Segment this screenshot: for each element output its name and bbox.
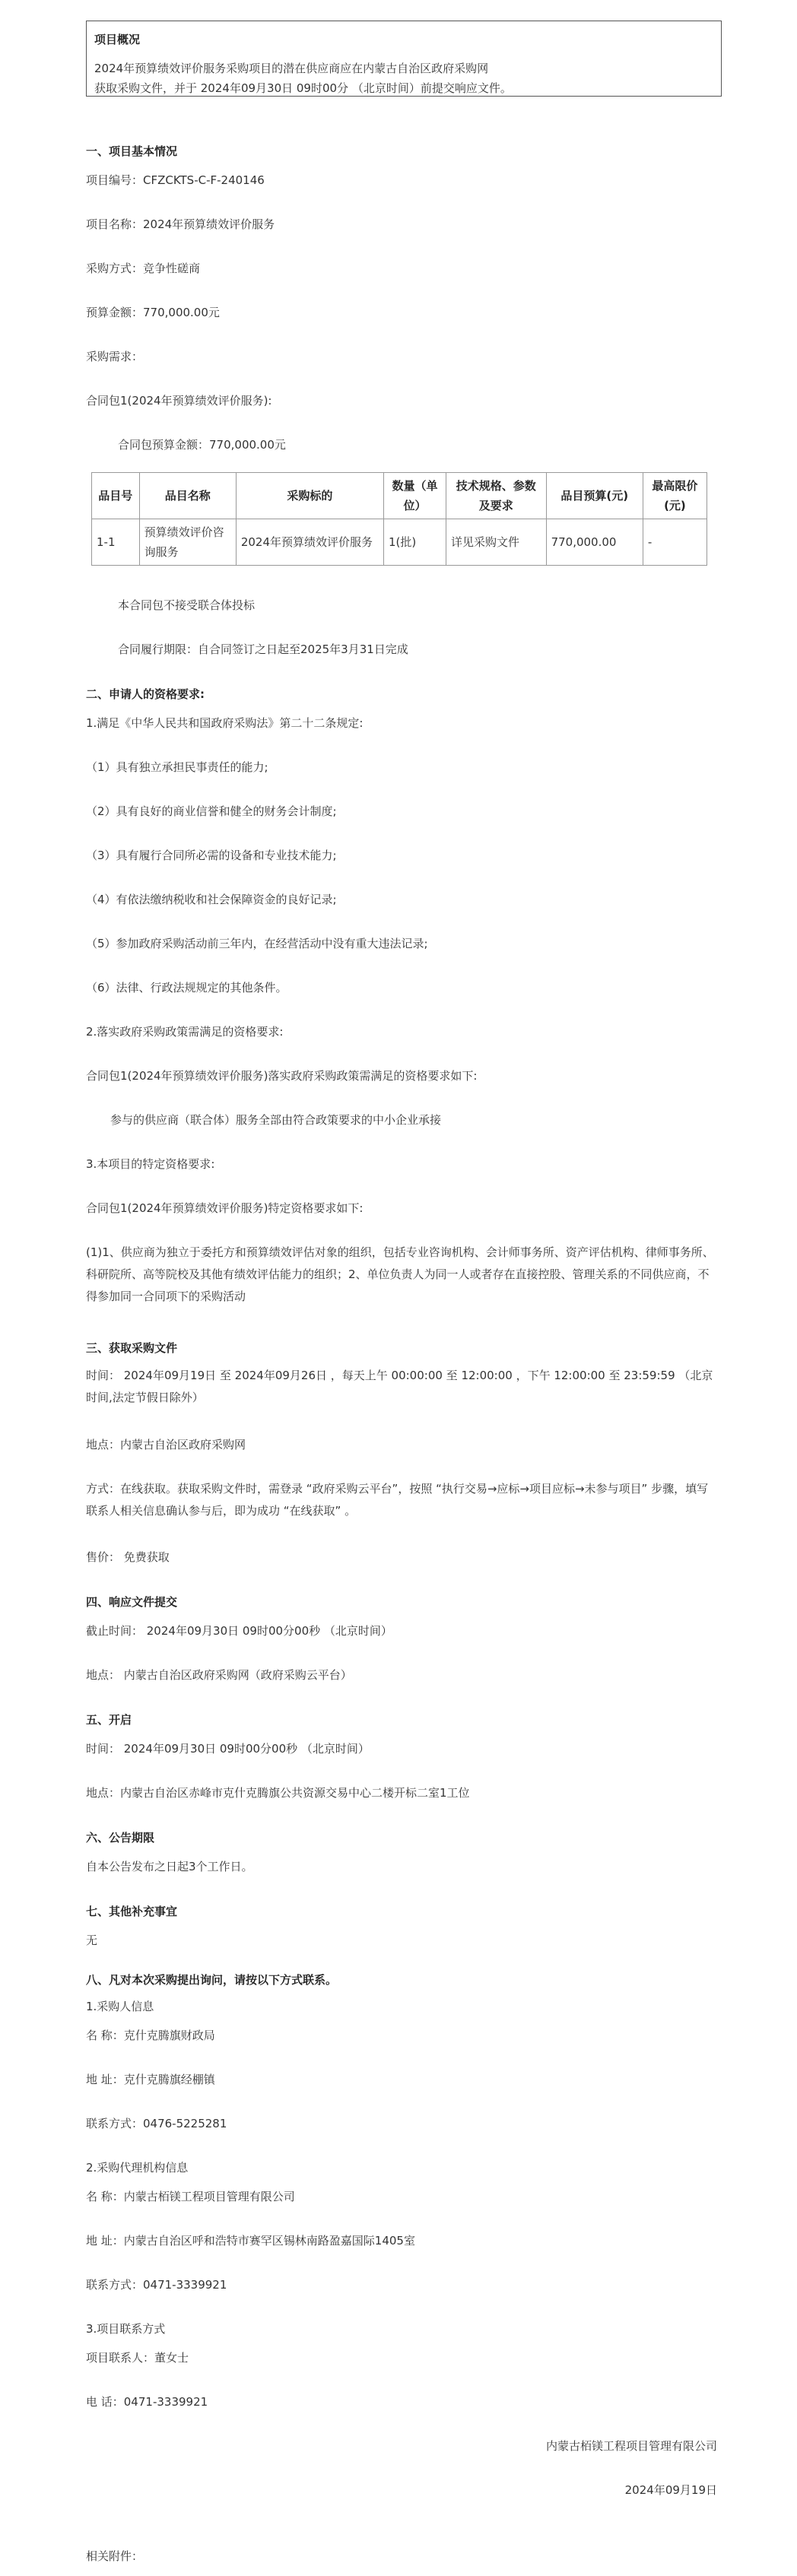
agent-address: 地 址：内蒙古自治区呼和浩特市赛罕区锡林南路盈嘉国际1405室	[86, 2234, 415, 2248]
qualification-c1: （1）具有独立承担民事责任的能力;	[86, 760, 268, 774]
opening-place: 地点：内蒙古自治区赤峰市克什克腾旗公共资源交易中心二楼开标二室1工位	[86, 1786, 470, 1800]
header-item-name: 品目名称	[139, 473, 236, 519]
section-6-heading: 六、公告期限	[86, 1831, 155, 1845]
procurement-needs: 采购需求：	[86, 350, 144, 363]
sme-requirement: 参与的供应商（联合体）服务全部由符合政策要求的中小企业承接	[110, 1113, 442, 1127]
header-quantity: 数量（单位）	[384, 473, 446, 519]
table-header-row	[92, 473, 707, 519]
notice-period: 自本公告发布之日起3个工作日。	[86, 1860, 253, 1873]
attachments-label: 相关附件：	[86, 2549, 144, 2563]
footer-date: 2024年09月19日	[624, 2483, 717, 2497]
cell-item-no: 1-1	[92, 519, 140, 566]
supplementary-text: 无	[86, 1934, 98, 1947]
qualification-c4: （4）有依法缴纳税收和社会保障资金的良好记录;	[86, 893, 337, 906]
agent-info-title: 2.采购代理机构信息	[86, 2161, 189, 2175]
agent-phone: 联系方式：0471-3339921	[86, 2278, 227, 2292]
cell-max-price: -	[643, 519, 707, 566]
table-row	[92, 519, 707, 566]
budget-amount: 预算金额：770,000.00元	[86, 306, 220, 319]
buyer-phone: 联系方式：0476-5225281	[86, 2117, 227, 2130]
overview-line-2: 获取采购文件，并于 2024年09月30日 09时00分 （北京时间）前提交响应文件。	[94, 81, 512, 95]
contract-package: 合同包1(2024年预算绩效评价服务):	[86, 394, 272, 408]
qualification-c6: （6）法律、行政法规规定的其他条件。	[86, 981, 287, 995]
cell-item-name: 预算绩效评价咨询服务	[139, 519, 236, 566]
project-contact-person: 项目联系人：董女士	[86, 2351, 189, 2365]
section-2-heading: 二、申请人的资格要求:	[86, 687, 205, 701]
overview-line-1: 2024年预算绩效评价服务采购项目的潜在供应商应在内蒙古自治区政府采购网	[94, 62, 489, 75]
footer-organization: 内蒙古栢镁工程项目管理有限公司	[545, 2439, 717, 2453]
submission-deadline: 截止时间： 2024年09月30日 09时00分00秒 （北京时间）	[86, 1624, 392, 1638]
cell-subject: 2024年预算绩效评价服务	[236, 519, 383, 566]
document-price: 售价： 免费获取	[86, 1550, 170, 1564]
qualification-c3: （3）具有履行合同所必需的设备和专业技术能力;	[86, 849, 337, 862]
buyer-name: 名 称：克什克腾旗财政局	[86, 2029, 215, 2042]
obtain-place: 地点：内蒙古自治区政府采购网	[86, 1438, 246, 1451]
header-max-price: 最高限价(元)	[643, 473, 707, 519]
specific-requirements: 3.本项目的特定资格要求:	[86, 1157, 215, 1171]
buyer-address: 地 址：克什克腾旗经棚镇	[86, 2073, 215, 2086]
section-4-heading: 四、响应文件提交	[86, 1595, 178, 1609]
specific-requirements-package: 合同包1(2024年预算绩效评价服务)特定资格要求如下:	[86, 1201, 364, 1215]
policy-requirements: 2.落实政府采购政策需满足的资格要求:	[86, 1025, 284, 1039]
cell-quantity: 1(批)	[384, 519, 446, 566]
policy-requirements-package: 合同包1(2024年预算绩效评价服务)落实政府采购政策需满足的资格要求如下:	[86, 1069, 478, 1083]
header-specs: 技术规格、参数及要求	[446, 473, 546, 519]
overview-title: 项目概况	[94, 33, 141, 46]
header-item-budget: 品目预算(元)	[546, 473, 643, 519]
project-overview-box	[86, 21, 722, 97]
contract-period: 合同履行期限：自合同签订之日起至2025年3月31日完成	[118, 642, 408, 656]
obtain-method: 方式：在线获取。获取采购文件时，需登录 “政府采购云平台”，按照 “执行交易→应标→项目应标→未参与项目” 步骤，填写联系人相关信息确认参与后，即为成功 “在线获取” 。	[86, 1482, 709, 1518]
section-5-heading: 五、开启	[86, 1713, 132, 1727]
submission-place: 地点： 内蒙古自治区政府采购网（政府采购云平台）	[86, 1668, 352, 1682]
qualification-c2: （2）具有良好的商业信誉和健全的财务会计制度;	[86, 804, 337, 818]
agent-name: 名 称：内蒙古栢镁工程项目管理有限公司	[86, 2190, 295, 2203]
no-consortium-note: 本合同包不接受联合体投标	[118, 598, 256, 612]
section-1-heading: 一、项目基本情况	[86, 144, 178, 158]
package-budget: 合同包预算金额：770,000.00元	[118, 438, 286, 452]
section-7-heading: 七、其他补充事宜	[86, 1905, 178, 1918]
section-8-heading: 八、凡对本次采购提出询问，请按以下方式联系。	[86, 1973, 338, 1987]
obtain-time: 时间： 2024年09月19日 至 2024年09月26日 ，每天上午 00:00:00 至 12:00:00 ，下午 12:00:00 至 23:59:59 （北京时间,法定节假日除外）	[86, 1369, 713, 1404]
specific-requirements-detail: (1)1、供应商为独立于委托方和预算绩效评估对象的组织，包括专业咨询机构、会计师事务所、资产评估机构、律师事务所、科研院所、高等院校及其他有绩效评估能力的组织；2、单位负责人为同一人或者存在直接控股、管理关系的不同供应商，不得参加同一合同项下的采购活动	[86, 1245, 714, 1303]
procurement-method: 采购方式：竞争性磋商	[86, 262, 201, 275]
buyer-info-title: 1.采购人信息	[86, 2000, 154, 2013]
cell-item-budget: 770,000.00	[546, 519, 643, 566]
project-contact-phone: 电 话：0471-3339921	[86, 2395, 208, 2409]
header-item-no: 品目号	[92, 473, 140, 519]
project-name: 项目名称：2024年预算绩效评价服务	[86, 217, 275, 231]
project-number: 项目编号：CFZCKTS-C-F-240146	[86, 173, 265, 187]
header-subject: 采购标的	[236, 473, 383, 519]
qualification-c5: （5）参加政府采购活动前三年内，在经营活动中没有重大违法记录;	[86, 937, 428, 950]
section-3-heading: 三、获取采购文件	[86, 1341, 178, 1355]
qualification-p1: 1.满足《中华人民共和国政府采购法》第二十二条规定:	[86, 716, 364, 730]
cell-specs: 详见采购文件	[446, 519, 546, 566]
items-table	[91, 472, 707, 566]
opening-time: 时间： 2024年09月30日 09时00分00秒 （北京时间）	[86, 1742, 370, 1756]
project-contact-title: 3.项目联系方式	[86, 2322, 166, 2336]
